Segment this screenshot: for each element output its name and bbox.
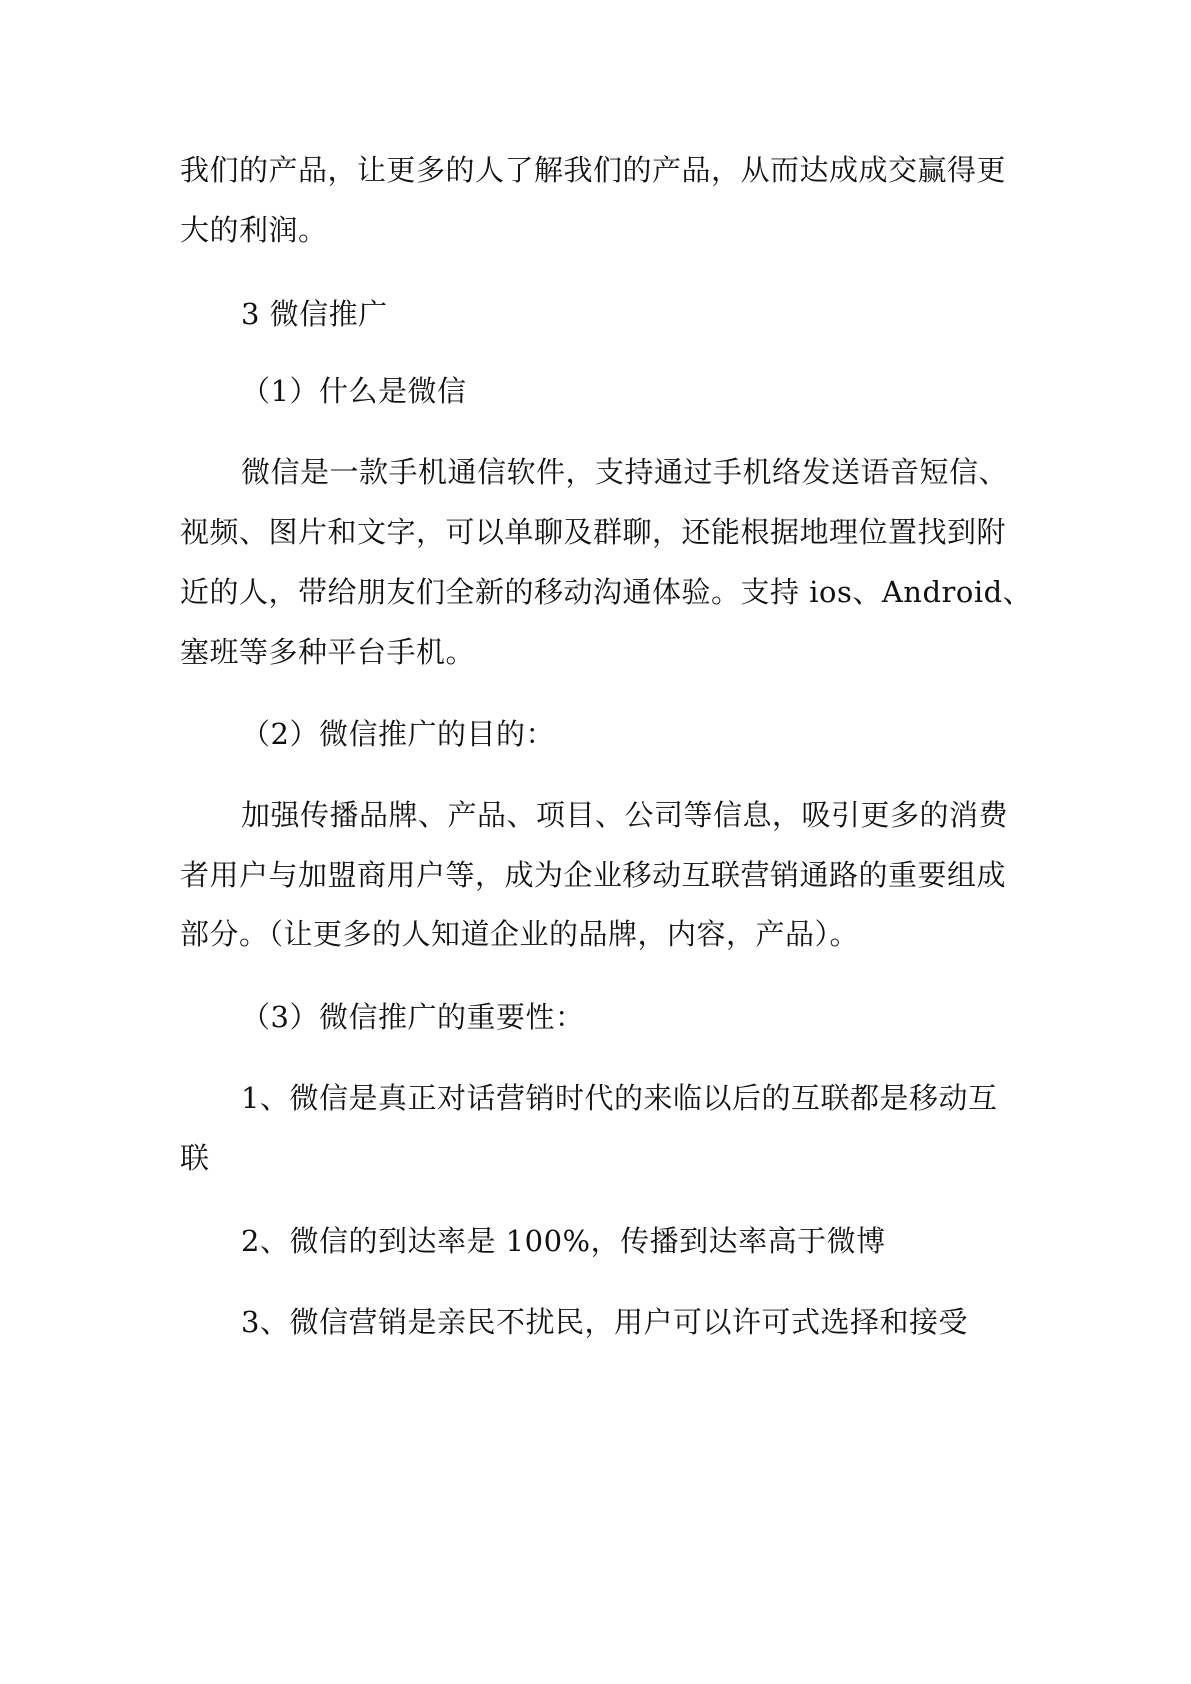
- paragraph-line: 加强传播品牌、产品、项目、公司等信息，吸引更多的消费: [241, 798, 1009, 832]
- paragraph-line: 部分。（让更多的人知道企业的品牌，内容，产品）。: [180, 917, 860, 951]
- list-item-continuation: 联: [180, 1141, 210, 1175]
- list-item: 2、微信的到达率是 100%，传播到达率高于微博: [241, 1224, 886, 1258]
- paragraph-line: 视频、图片和文字，可以单聊及群聊，还能根据地理位置找到附: [180, 515, 1007, 549]
- subsection-heading: （2）微信推广的目的：: [241, 717, 555, 751]
- paragraph-line: 塞班等多种平台手机。: [180, 635, 476, 669]
- paragraph-line: 微信是一款手机通信软件，支持通过手机络发送语音短信、: [241, 455, 1009, 489]
- list-item: 1、微信是真正对话营销时代的来临以后的互联都是移动互: [241, 1081, 998, 1115]
- subsection-heading: （1）什么是微信: [241, 374, 467, 408]
- paragraph-line: 我们的产品，让更多的人了解我们的产品，从而达成成交赢得更: [180, 153, 1007, 187]
- subsection-heading: （3）微信推广的重要性：: [241, 1000, 585, 1034]
- list-item: 3、微信营销是亲民不扰民，用户可以许可式选择和接受: [241, 1305, 968, 1339]
- paragraph-line: 近的人，带给朋友们全新的移动沟通体验。支持 ios、Android、: [180, 575, 1033, 609]
- paragraph-line: 者用户与加盟商用户等，成为企业移动互联营销通路的重要组成: [180, 858, 1007, 892]
- section-heading: 3 微信推广: [241, 297, 388, 331]
- paragraph-line: 大的利润。: [180, 213, 328, 247]
